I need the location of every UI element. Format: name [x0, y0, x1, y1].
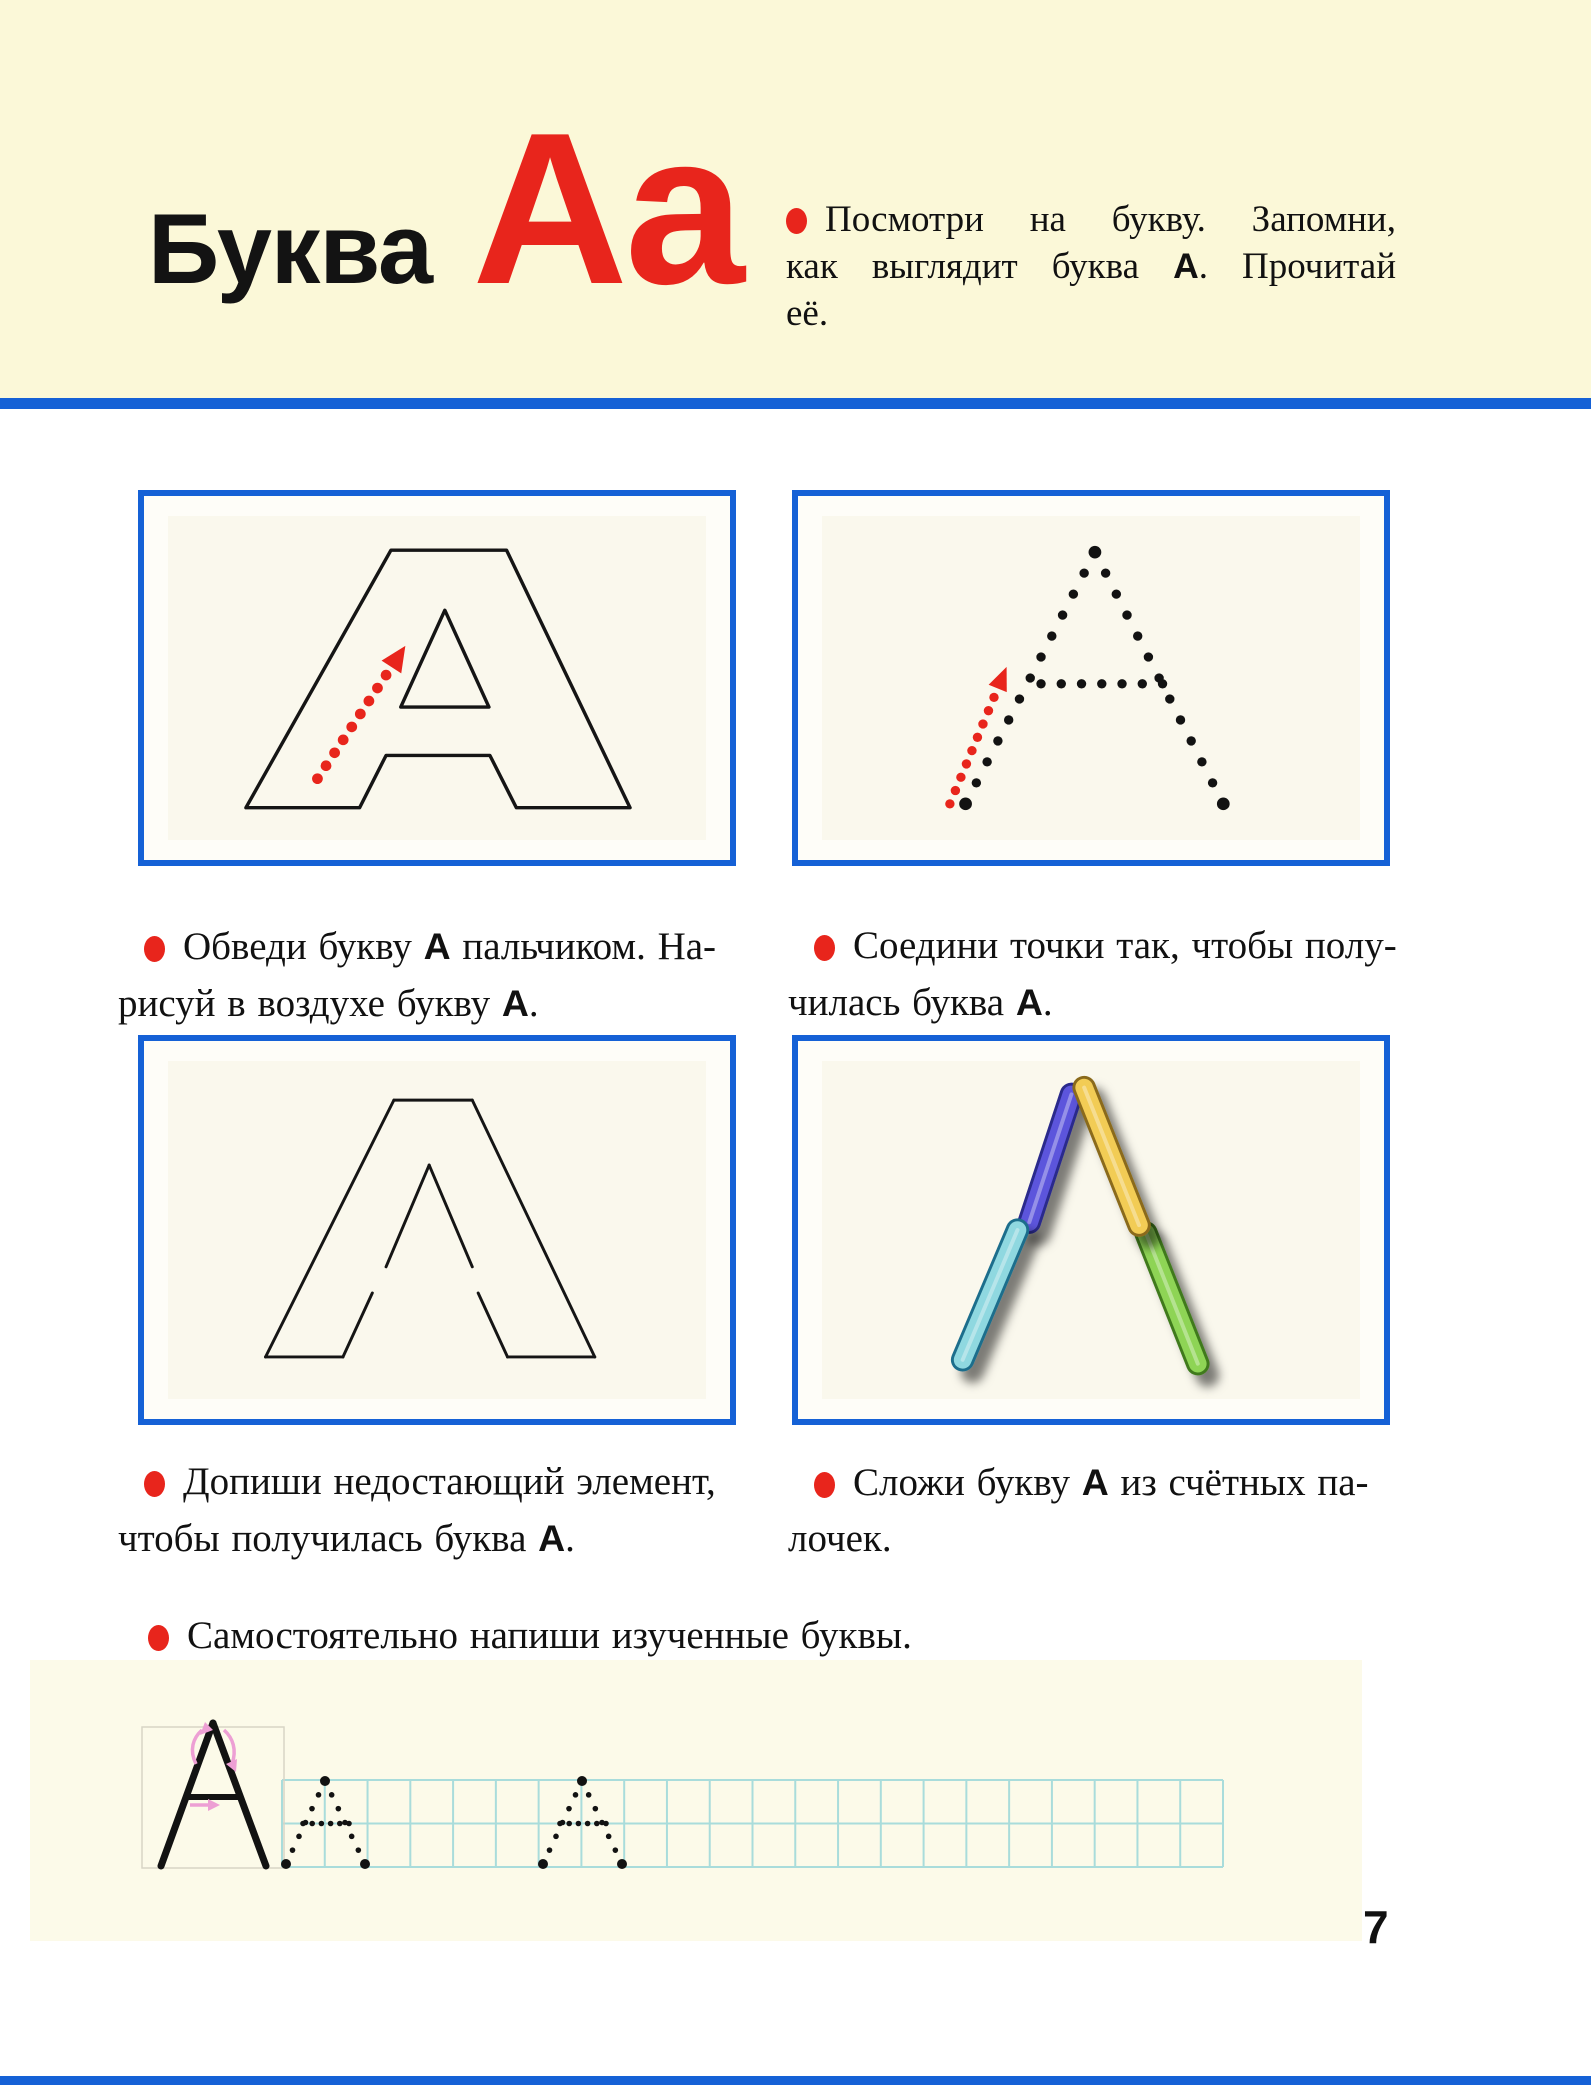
sticks-letter-a-art: [798, 1041, 1384, 1419]
red-bullet-icon: [814, 935, 835, 961]
practice-strip: [30, 1660, 1362, 1941]
writing-grid-art: [30, 1660, 1362, 1941]
counting-sticks: [963, 1088, 1198, 1364]
red-bullet-icon: [814, 1472, 835, 1498]
header-band: [0, 0, 1591, 398]
top-divider: [0, 398, 1591, 409]
intro-line: её.: [786, 293, 829, 334]
intro-text: [786, 196, 1396, 337]
intro-line: как выглядит буква А. Прочитай: [786, 246, 1396, 287]
dotted-letter-a-art: [798, 496, 1384, 860]
red-bullet-icon: [786, 208, 807, 234]
red-bullet-icon: [144, 1471, 165, 1497]
incomplete-letter-a-art: [144, 1041, 730, 1419]
task-caption-complete: Допиши недостающий элемент, чтобы получилась буква А.: [118, 1460, 716, 1560]
page-number: 7: [1363, 1901, 1389, 1953]
task-caption-trace: Обведи букву А пальчиком. На- рисуй в воздухе букву А.: [118, 925, 717, 1025]
task-caption-connect: Соедини точки так, чтобы полу- чилась буква А.: [788, 924, 1397, 1024]
page-title: [148, 87, 739, 329]
connect-dots-box: [792, 490, 1390, 866]
letter-display: Аа: [472, 87, 739, 329]
complete-letter-box: [138, 1035, 736, 1425]
practice-caption: Самостоятельно напиши изученные буквы.: [148, 1608, 1248, 1664]
trace-letter-box: [138, 490, 736, 866]
outline-letter-a-art: [144, 496, 730, 860]
sticks-letter-box: [792, 1035, 1390, 1425]
intro-line: Посмотри на букву. Запомни,: [825, 199, 1396, 240]
page-title-word: Буква: [148, 193, 433, 304]
bottom-divider: [0, 2076, 1591, 2085]
writing-grid: [282, 1780, 1223, 1867]
task-caption-sticks: Сложи букву А из счётных па- лочек.: [788, 1461, 1369, 1560]
sample-letter-a: [161, 1723, 266, 1866]
red-bullet-icon: [144, 936, 165, 962]
red-bullet-icon: [148, 1625, 169, 1651]
